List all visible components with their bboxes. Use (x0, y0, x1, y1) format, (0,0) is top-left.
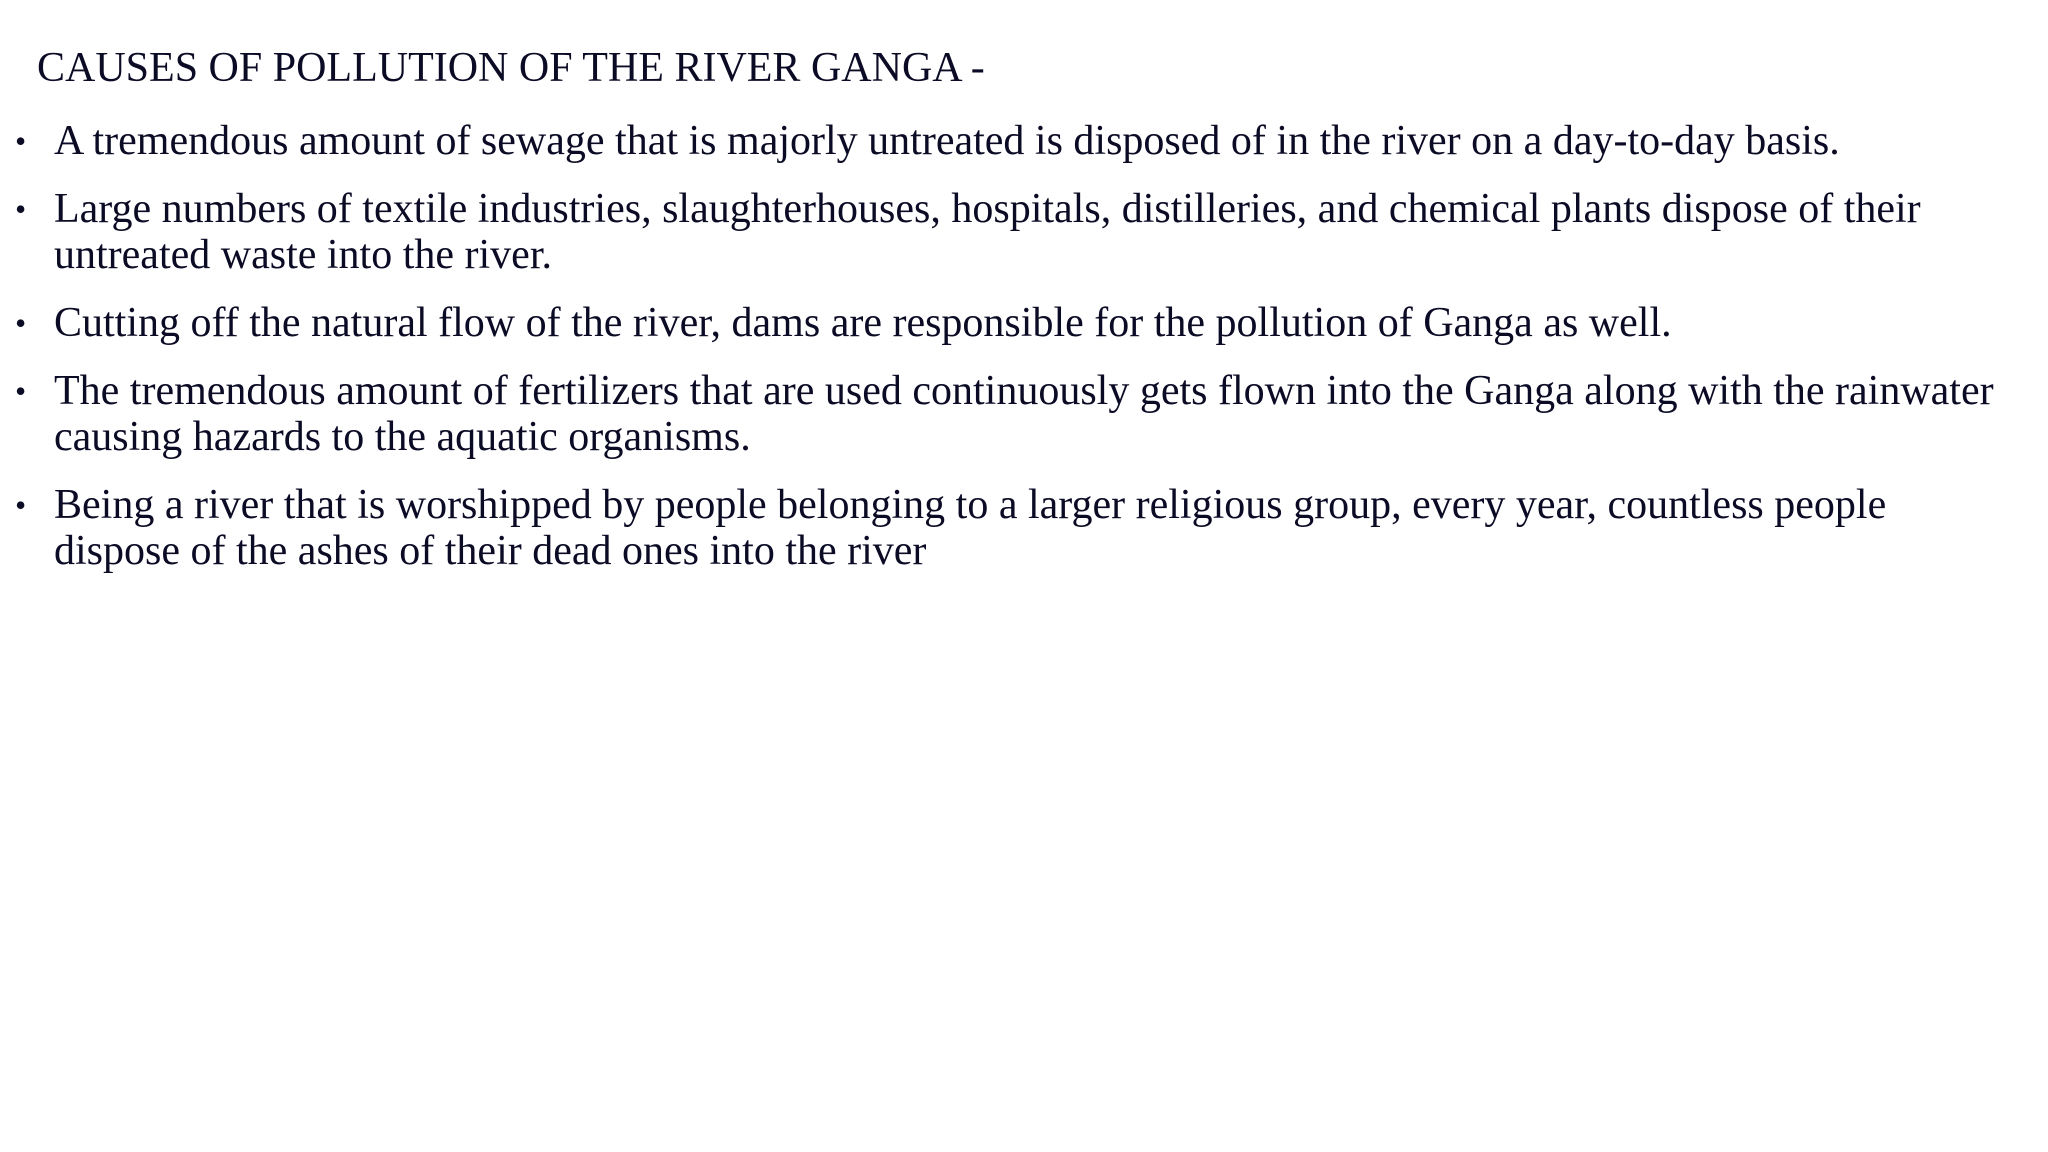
bullet-icon: • (15, 373, 27, 409)
bullet-item-fertilizers (0, 368, 2000, 460)
bullet-icon: • (15, 487, 27, 523)
slide-title: CAUSES OF POLLUTION OF THE RIVER GANGA - (37, 45, 985, 91)
bullet-icon: • (15, 123, 27, 159)
bullet-item-sewage (0, 118, 2000, 164)
bullet-item-industries (0, 186, 2000, 278)
bullet-list (0, 118, 2000, 596)
bullet-text: Being a river that is worshipped by people belonging to a larger religious group, every year, countless people dispose of the ashes of their dead ones into the river (54, 482, 1887, 574)
bullet-icon: • (15, 305, 27, 341)
bullet-text: Large numbers of textile industries, slaughterhouses, hospitals, distilleries, and chemical plants dispose of their untreated waste into the river. (54, 186, 1921, 278)
bullet-text: Cutting off the natural flow of the river, dams are responsible for the pollution of Ganga as well. (54, 300, 1672, 346)
bullet-item-dams (0, 300, 2000, 346)
bullet-text: A tremendous amount of sewage that is majorly untreated is disposed of in the river on a day-to-day basis. (54, 118, 1840, 164)
bullet-icon: • (15, 191, 27, 227)
bullet-text: The tremendous amount of fertilizers that are used continuously gets flown into the Ganga along with the rainwater causing hazards to the aquatic organisms. (54, 368, 1994, 460)
bullet-item-ashes (0, 482, 2000, 574)
